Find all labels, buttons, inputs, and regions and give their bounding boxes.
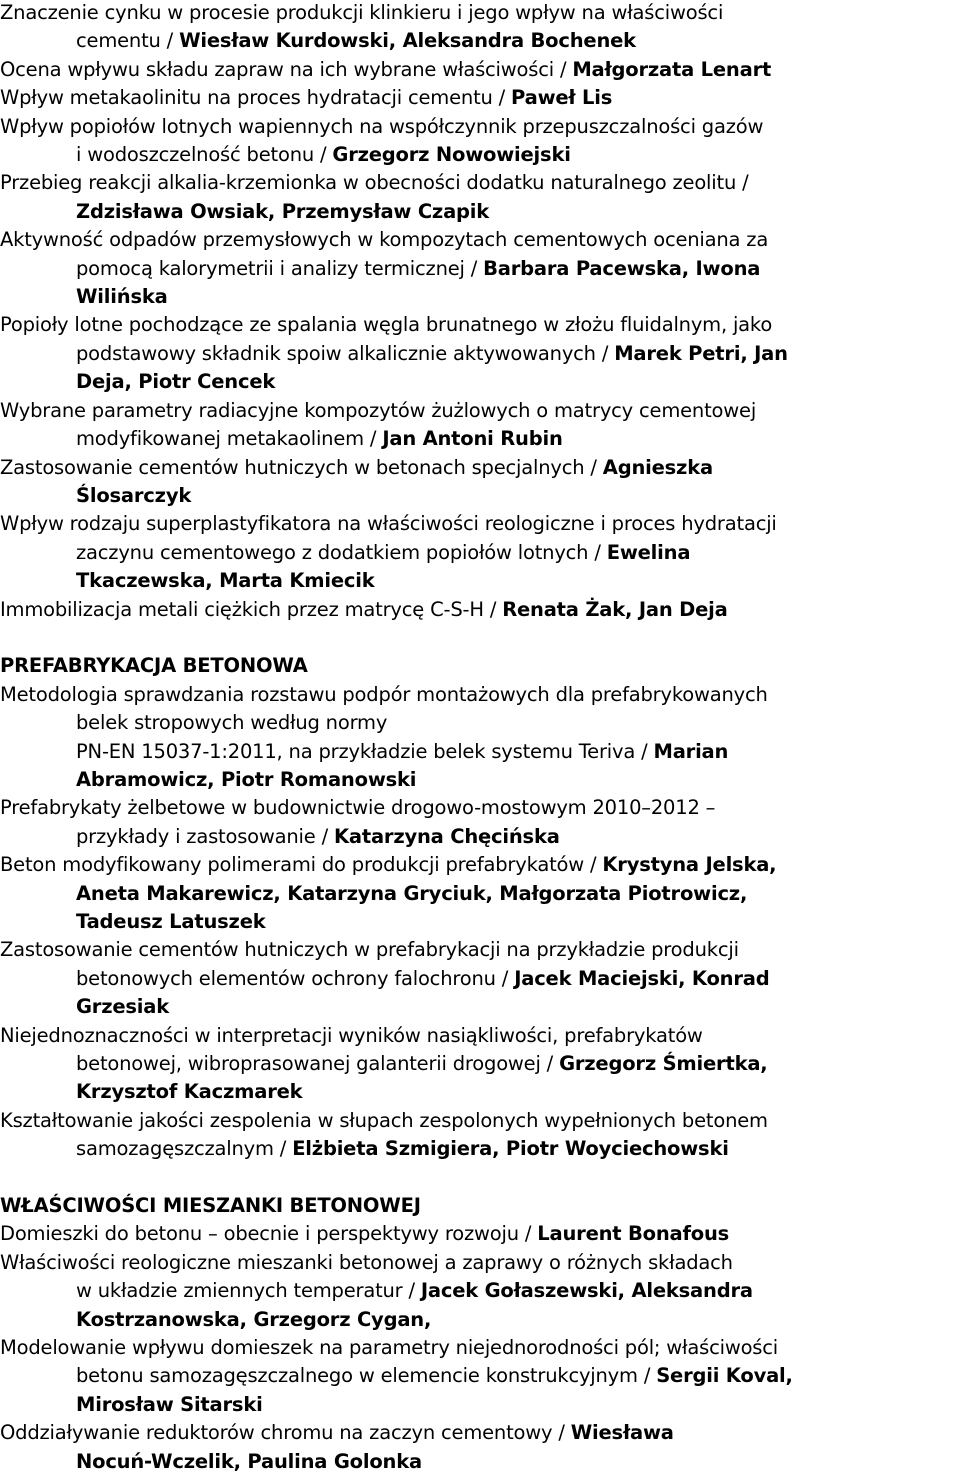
article-entry (0, 1419, 960, 1476)
article-authors: Wiesław Kurdowski, Aleksandra Bochenek (179, 29, 636, 53)
title-author-separator: / (584, 455, 603, 479)
article-authors: Krystyna Jelska, Aneta Makarewicz, Katarzyna Gryciuk, Małgorzata Piotrowicz, Tadeusz Latuszek (76, 853, 777, 933)
article-title: Popioły lotne pochodzące ze spalania węgla brunatnego w złożu fluidalnym, jako podstawowy składnik spoiw alkalicznie aktywowanych (0, 313, 773, 365)
article-authors: Jan Antoni Rubin (382, 427, 563, 451)
title-author-separator: / (518, 1222, 538, 1246)
article-authors: Elżbieta Szmigiera, Piotr Woyciechowski (292, 1137, 729, 1161)
article-entry (0, 226, 960, 311)
section-heading: PREFABRYKACJA BETONOWA (0, 654, 308, 678)
section-2 (0, 1192, 960, 1476)
title-author-separator: / (540, 1052, 560, 1076)
article-entry (0, 1220, 960, 1248)
article-title: Ocena wpływu składu zapraw na ich wybrane właściwości (0, 57, 554, 81)
title-author-separator: / (637, 1364, 657, 1388)
article-authors: Wiesława Nocuń-Wczelik, Paulina Golonka (76, 1421, 674, 1473)
article-title: Przebieg reakcji alkalia-krzemionka w obecności dodatku naturalnego zeolitu (0, 171, 737, 195)
article-authors: Grzegorz Nowowiejski (332, 143, 571, 167)
article-title: Wpływ metakaolinitu na proces hydratacji cementu (0, 86, 493, 110)
article-authors: Jacek Maciejski, Konrad Grzesiak (76, 966, 770, 1019)
article-title: Wpływ popiołów lotnych wapiennych na współczynnik przepuszczalności gazów i wodoszczelność betonu (0, 114, 764, 167)
article-authors: Renata Żak, Jan Deja (502, 597, 728, 621)
article-title: Modelowanie wpływu domieszek na parametry niejednorodności pól; właściwości betonu samozagęszczalnego w elemencie konstrukcyjnym (0, 1336, 779, 1388)
section-0 (0, 0, 960, 624)
title-author-separator: / (315, 824, 334, 848)
article-authors: Agnieszka Ślosarczyk (76, 455, 713, 507)
article-authors: Marek Petri, Jan Deja, Piotr Cencek (76, 341, 788, 394)
article-entry (0, 1334, 960, 1419)
article-entry (0, 397, 960, 454)
article-authors: Laurent Bonafous (537, 1222, 730, 1246)
title-author-separator: / (595, 341, 615, 365)
title-author-separator: / (553, 57, 573, 81)
section-1 (0, 652, 960, 1163)
article-title: Domieszki do betonu – obecnie i perspektywy rozwoju (0, 1222, 519, 1246)
article-title: Immobilizacja metali ciężkich przez matrycę C-S-H (0, 597, 484, 621)
title-author-separator: / (314, 143, 333, 167)
article-entry (0, 1022, 960, 1107)
article-title: Prefabrykaty żelbetowe w budownictwie drogowo-mostowym 2010–2012 – przykłady i zastosowanie (0, 796, 716, 848)
title-author-separator: / (492, 86, 512, 110)
title-author-separator: / (402, 1279, 421, 1303)
article-authors: Barbara Pacewska, Iwona Wilińska (76, 256, 761, 309)
article-authors: Paweł Lis (511, 86, 613, 110)
article-title: Kształtowanie jakości zespolenia w słupach zespolonych wypełnionych betonem samozagęszczalnym (0, 1108, 768, 1161)
title-author-separator: / (736, 171, 749, 195)
title-author-separator: / (584, 853, 603, 877)
article-entry (0, 169, 960, 226)
article-title: Oddziaływanie reduktorów chromu na zaczyn cementowy (0, 1421, 553, 1445)
title-author-separator: / (363, 427, 383, 451)
article-title: Zastosowanie cementów hutniczych w prefabrykacji na przykładzie produkcji betonowych elementów ochrony falochronu (0, 938, 739, 990)
article-title: Aktywność odpadów przemysłowych w kompozytach cementowych oceniana za pomocą kalorymetrii i analizy termicznej (0, 228, 769, 280)
article-entry (0, 1107, 960, 1164)
article-entry (0, 794, 960, 851)
title-author-separator: / (464, 256, 484, 280)
section-heading: WŁAŚCIWOŚCI MIESZANKI BETONOWEJ (0, 1194, 421, 1218)
article-title: Niejednoznaczności w interpretacji wyników nasiąkliwości, prefabrykatów betonowej, wibroprasowanej galanterii drogowej (0, 1023, 703, 1076)
article-authors: Zdzisława Owsiak, Przemysław Czapik (76, 199, 490, 223)
article-entry (0, 454, 960, 511)
article-entry (0, 56, 960, 84)
title-author-separator: / (483, 597, 503, 621)
title-author-separator: / (160, 29, 180, 53)
title-author-separator: / (552, 1421, 571, 1445)
article-authors: Marian Abramowicz, Piotr Romanowski (76, 739, 729, 791)
article-entry (0, 113, 960, 170)
article-authors: Katarzyna Chęcińska (333, 824, 560, 848)
article-title: Zastosowanie cementów hutniczych w betonach specjalnych (0, 455, 585, 479)
title-author-separator: / (588, 540, 607, 564)
article-entry (0, 84, 960, 112)
article-title: Wpływ rodzaju superplastyfikatora na właściwości reologiczne i proces hydratacji zaczynu cementowego z dodatkiem popiołów lotnych (0, 512, 777, 564)
article-authors: Ewelina Tkaczewska, Marta Kmiecik (76, 540, 691, 593)
article-authors: Sergii Koval, Mirosław Sitarski (76, 1364, 793, 1416)
article-entry (0, 936, 960, 1021)
article-title: Znaczenie cynku w procesie produkcji klinkieru i jego wpływ na właściwości cementu (0, 1, 724, 53)
article-title: Beton modyfikowany polimerami do produkcji prefabrykatów (0, 853, 584, 877)
article-entry (0, 311, 960, 396)
title-author-separator: / (273, 1137, 293, 1161)
article-entry (0, 681, 960, 795)
article-title: Właściwości reologiczne mieszanki betonowej a zaprawy o różnych składach w układzie zmiennych temperatur (0, 1250, 733, 1303)
article-entry (0, 596, 960, 624)
article-entry (0, 851, 960, 936)
article-entry (0, 510, 960, 595)
article-authors: Jacek Gołaszewski, Aleksandra Kostrzanowska, Grzegorz Cygan, (76, 1279, 753, 1331)
article-entry (0, 1249, 960, 1334)
article-entry (0, 0, 960, 56)
article-authors: Grzegorz Śmiertka, Krzysztof Kaczmarek (76, 1052, 768, 1104)
article-authors: Małgorzata Lenart (572, 57, 772, 81)
title-author-separator: / (635, 739, 654, 763)
article-title: Metodologia sprawdzania rozstawu podpór montażowych dla prefabrykowanych belek stropowych według normy PN-EN 15037-1:2011, na przykładzie belek systemu Teriva (0, 682, 768, 763)
title-author-separator: / (495, 966, 515, 990)
article-title: Wybrane parametry radiacyjne kompozytów żużlowych o matrycy cementowej modyfikowanej metakaolinem (0, 398, 757, 451)
